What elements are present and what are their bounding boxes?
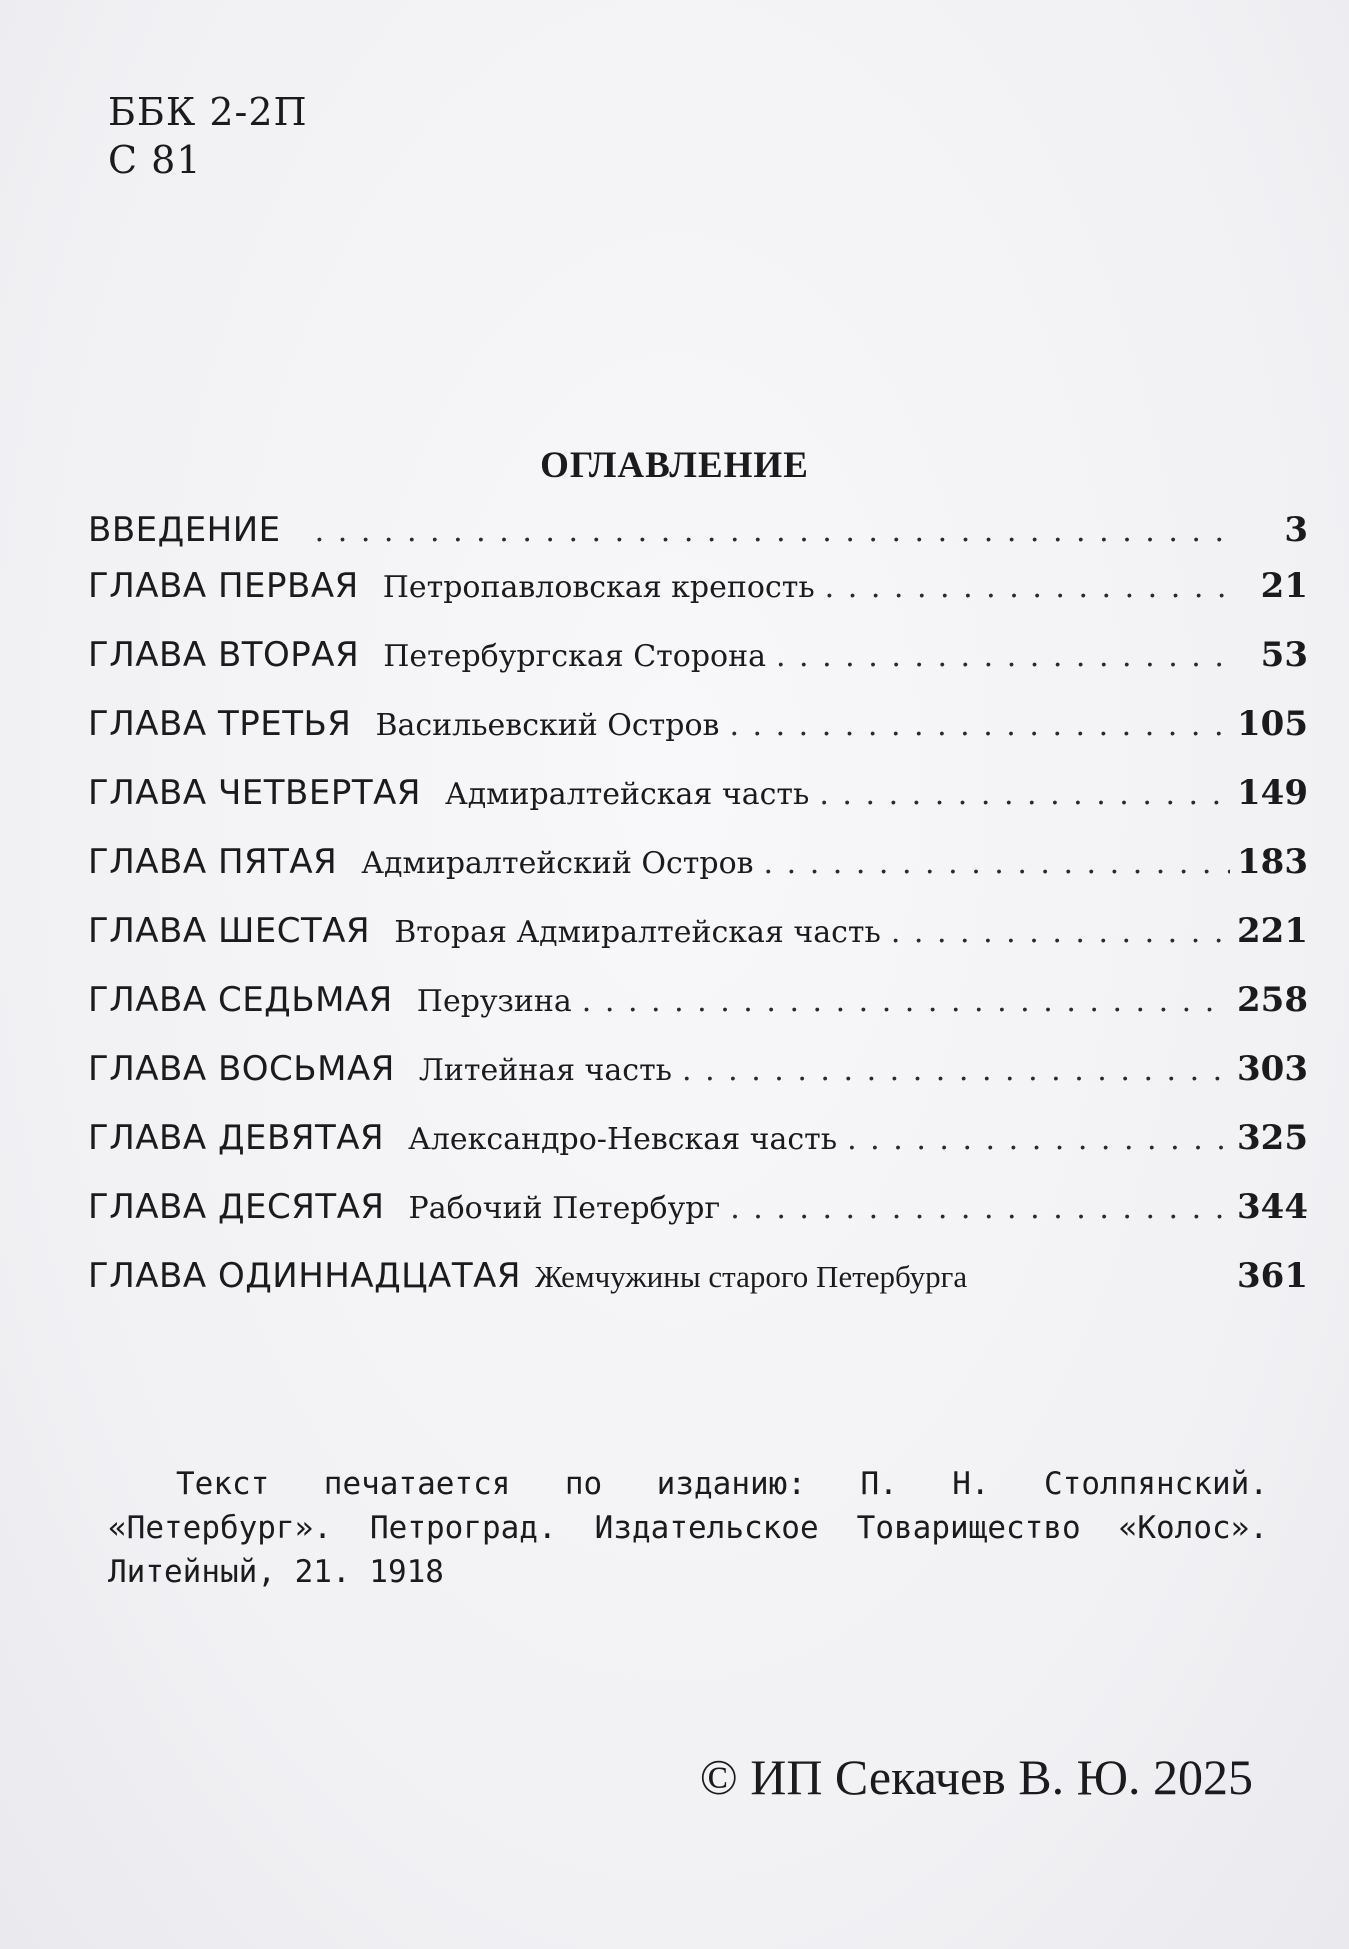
edition-note-text: Текст печатается по изданию: П. Н. Столпянский. «Петербург». Петроград. Издательское Товарищество «Колос». Литейный, 21. 1918	[108, 1466, 1268, 1590]
toc-chapter-title: Литейная часть	[418, 1053, 672, 1088]
toc-page-number: 221	[1237, 911, 1308, 951]
toc-page-number: 325	[1237, 1118, 1308, 1158]
toc-chapter-title: Александро-Невская часть	[408, 1122, 838, 1157]
toc-chapter-title: Петропавловская крепость	[382, 570, 815, 605]
toc-page-number: 361	[1237, 1256, 1308, 1296]
toc-chapter-title: Васильевский Остров	[375, 708, 720, 743]
leader-dots	[730, 1191, 1230, 1226]
bbk-code: ББК 2-2П	[108, 90, 308, 134]
toc-chapter-label: ГЛАВА ВТОРАЯ	[88, 635, 360, 675]
leader-dots	[847, 1122, 1230, 1157]
toc-row	[88, 980, 1308, 1049]
toc-chapter-label: ГЛАВА ЧЕТВЕРТАЯ	[88, 773, 421, 813]
toc-row-intro	[88, 510, 1308, 566]
toc-row	[88, 1256, 1308, 1325]
leader-dots	[582, 984, 1230, 1019]
toc-chapter-label: ГЛАВА ШЕСТАЯ	[88, 911, 371, 951]
bbk-index-block	[108, 88, 308, 184]
toc-row	[88, 773, 1308, 842]
toc-row	[88, 704, 1308, 773]
toc-chapter-label: ГЛАВА ПЯТАЯ	[88, 842, 338, 882]
toc-row	[88, 911, 1308, 980]
toc-chapter-title: Рабочий Петербург	[408, 1191, 721, 1226]
leader-dots	[819, 777, 1230, 812]
leader-dots	[825, 570, 1230, 605]
toc-page-number: 344	[1237, 1187, 1308, 1227]
copyright-line: © ИП Секачев В. Ю. 2025	[699, 1749, 1253, 1805]
table-of-contents	[88, 510, 1308, 1325]
toc-page-number: 3	[1284, 510, 1308, 550]
toc-page-number: 303	[1237, 1049, 1308, 1089]
toc-page-number: 105	[1237, 704, 1308, 744]
toc-row	[88, 842, 1308, 911]
toc-row	[88, 1187, 1308, 1256]
toc-title: ОГЛАВЛЕНИЕ	[540, 445, 809, 486]
toc-chapter-label: ГЛАВА ДЕСЯТАЯ	[88, 1187, 385, 1227]
toc-chapter-label: ГЛАВА ПЕРВАЯ	[88, 566, 359, 606]
toc-chapter-title: Жемчужины старого Петербурга	[534, 1259, 968, 1294]
toc-chapter-title: Адмиралтейская часть	[444, 777, 810, 812]
toc-row	[88, 1118, 1308, 1187]
toc-row	[88, 635, 1308, 704]
leader-dots	[315, 514, 1230, 549]
toc-chapter-title: Петербургская Сторона	[383, 639, 766, 674]
toc-page-number: 21	[1260, 566, 1308, 606]
toc-intro-label: ВВЕДЕНИЕ	[88, 510, 281, 550]
toc-chapter-label: ГЛАВА ВОСЬМАЯ	[88, 1049, 395, 1089]
toc-row	[88, 1049, 1308, 1118]
toc-chapter-label: ГЛАВА ДЕВЯТАЯ	[88, 1118, 385, 1158]
toc-chapter-title: Вторая Адмиралтейская часть	[394, 915, 881, 950]
leader-dots	[682, 1053, 1230, 1088]
toc-chapter-label: ГЛАВА ОДИННАДЦАТАЯ	[88, 1256, 521, 1296]
toc-chapter-label: ГЛАВА ТРЕТЬЯ	[88, 704, 352, 744]
toc-page-number: 149	[1237, 773, 1308, 813]
toc-page-number: 258	[1237, 980, 1308, 1020]
leader-dots	[891, 915, 1230, 950]
leader-dots	[729, 708, 1230, 743]
leader-dots	[776, 639, 1230, 674]
toc-chapter-title: Адмиралтейский Остров	[361, 846, 754, 881]
toc-row	[88, 566, 1308, 635]
leader-dots	[764, 846, 1230, 881]
edition-note	[108, 1462, 1268, 1594]
toc-page-number: 53	[1260, 635, 1308, 675]
toc-chapter-label: ГЛАВА СЕДЬМАЯ	[88, 980, 393, 1020]
author-mark: С 81	[108, 138, 202, 182]
toc-page-number: 183	[1237, 842, 1308, 882]
toc-chapter-title: Перузина	[416, 984, 572, 1019]
